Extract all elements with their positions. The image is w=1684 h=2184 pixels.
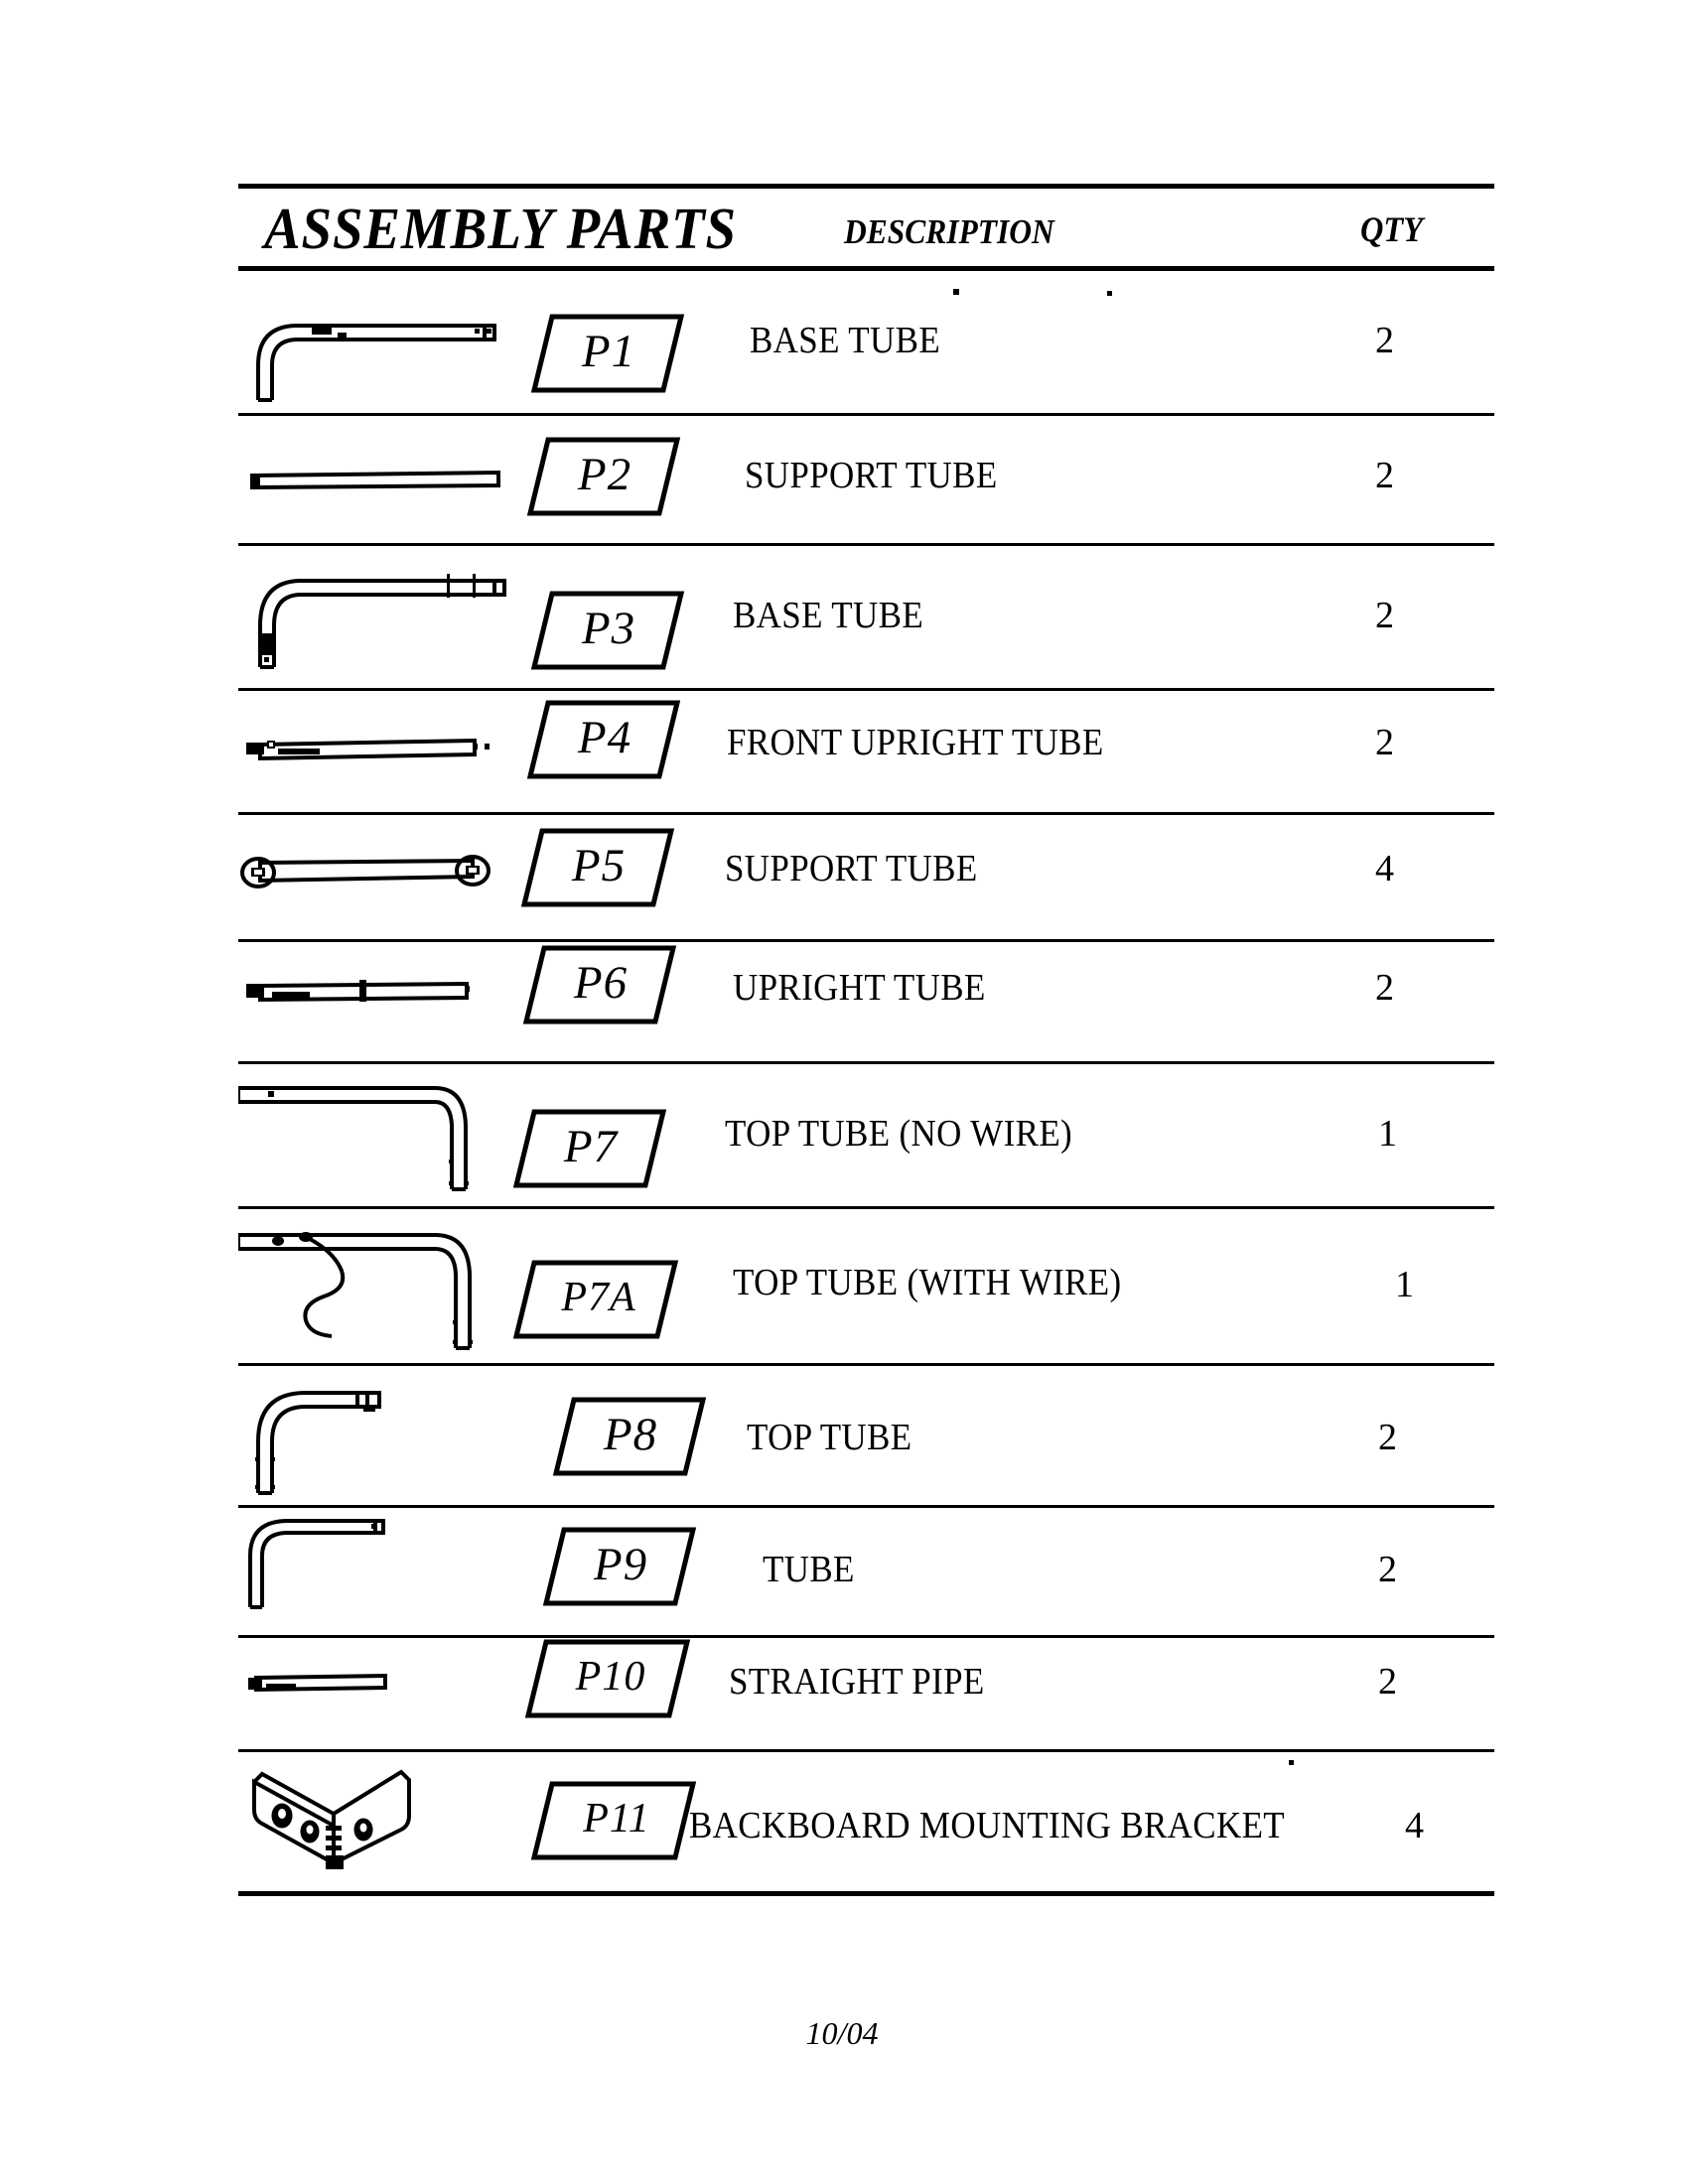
part-qty: 2 — [1378, 1549, 1397, 1590]
part-qty: 2 — [1375, 595, 1394, 636]
table-row — [238, 815, 1494, 939]
part-tag-label: P6 — [573, 957, 629, 1009]
table-row — [238, 1209, 1494, 1363]
part-figure-p7 — [238, 1064, 546, 1206]
part-tag-p2 — [528, 436, 675, 513]
part-description: STRAIGHT PIPE — [729, 1661, 985, 1703]
footer-date: 10/04 — [805, 2015, 879, 2051]
column-header-description: DESCRIPTION — [844, 212, 1054, 251]
table-row — [238, 1752, 1494, 1891]
column-header-qty: QTY — [1360, 209, 1423, 249]
part-figure-p2 — [238, 416, 546, 543]
table-row — [238, 416, 1494, 543]
part-tag-p1 — [532, 313, 679, 390]
part-qty: 1 — [1395, 1264, 1414, 1305]
part-figure-p4 — [238, 691, 546, 812]
part-description: BASE TUBE — [750, 320, 941, 361]
part-description: FRONT UPRIGHT TUBE — [727, 722, 1104, 763]
table-row — [238, 1508, 1494, 1635]
part-description: TOP TUBE (WITH WIRE) — [733, 1262, 1122, 1303]
part-tag-p3 — [532, 590, 679, 667]
part-tag-label: P1 — [581, 326, 636, 377]
part-qty: 2 — [1375, 967, 1394, 1009]
part-description: TUBE — [763, 1549, 855, 1590]
part-tag-p5 — [522, 827, 669, 904]
table-row — [238, 942, 1494, 1061]
part-figure-p11 — [238, 1752, 546, 1891]
assembly-parts-table — [238, 184, 1494, 1896]
part-qty: 2 — [1375, 320, 1394, 361]
part-tag-p7a — [514, 1259, 661, 1336]
part-figure-p8 — [238, 1366, 546, 1505]
part-tag-label: P7 — [563, 1121, 619, 1172]
part-tag-label: P4 — [577, 712, 632, 763]
part-description: BACKBOARD MOUNTING BRACKET — [689, 1805, 1286, 1846]
part-description: BASE TUBE — [733, 595, 924, 636]
part-qty: 2 — [1375, 455, 1394, 496]
scan-speck — [1289, 1760, 1294, 1765]
table-row — [238, 1638, 1494, 1749]
part-figure-p9 — [238, 1508, 546, 1635]
table-row — [238, 546, 1494, 688]
part-tag-p6 — [524, 944, 671, 1022]
table-row — [238, 1366, 1494, 1505]
part-tag-label: P5 — [571, 840, 627, 891]
part-tag-p11 — [532, 1780, 679, 1857]
page-title: ASSEMBLY PARTS — [264, 196, 737, 261]
table-bottom-rule — [238, 1891, 1494, 1896]
part-description: UPRIGHT TUBE — [733, 967, 986, 1009]
table-header-row — [238, 189, 1494, 266]
part-tag-label: P7A — [561, 1275, 636, 1320]
part-description: SUPPORT TUBE — [745, 455, 998, 496]
part-description: TOP TUBE (NO WIRE) — [725, 1113, 1073, 1155]
part-qty: 1 — [1378, 1113, 1397, 1155]
part-tag-p9 — [544, 1526, 691, 1603]
part-qty: 2 — [1378, 1661, 1397, 1703]
table-row — [238, 271, 1494, 413]
part-description: TOP TUBE — [747, 1417, 912, 1458]
part-figure-p6 — [238, 942, 546, 1061]
part-tag-label: P11 — [583, 1796, 650, 1842]
part-description: SUPPORT TUBE — [725, 848, 978, 889]
part-figure-p1 — [238, 271, 546, 413]
scan-speck — [953, 289, 959, 295]
part-figure-p10 — [238, 1638, 546, 1749]
part-figure-p5 — [238, 815, 546, 939]
part-tag-label: P3 — [581, 603, 636, 654]
part-qty: 4 — [1375, 848, 1394, 889]
part-tag-p4 — [528, 699, 675, 776]
part-figure-p7a — [238, 1209, 546, 1363]
part-qty: 4 — [1405, 1805, 1424, 1846]
part-tag-p8 — [554, 1396, 701, 1473]
scan-speck — [1107, 291, 1112, 296]
part-tag-label: P10 — [575, 1654, 646, 1700]
part-tag-p10 — [526, 1638, 673, 1715]
part-qty: 2 — [1375, 722, 1394, 763]
part-qty: 2 — [1378, 1417, 1397, 1458]
part-tag-label: P2 — [577, 449, 632, 500]
table-row — [238, 1064, 1494, 1206]
part-tag-label: P9 — [593, 1539, 648, 1590]
part-tag-label: P8 — [603, 1409, 658, 1460]
part-figure-p3 — [238, 546, 546, 688]
table-row — [238, 691, 1494, 812]
part-tag-p7 — [514, 1108, 661, 1185]
